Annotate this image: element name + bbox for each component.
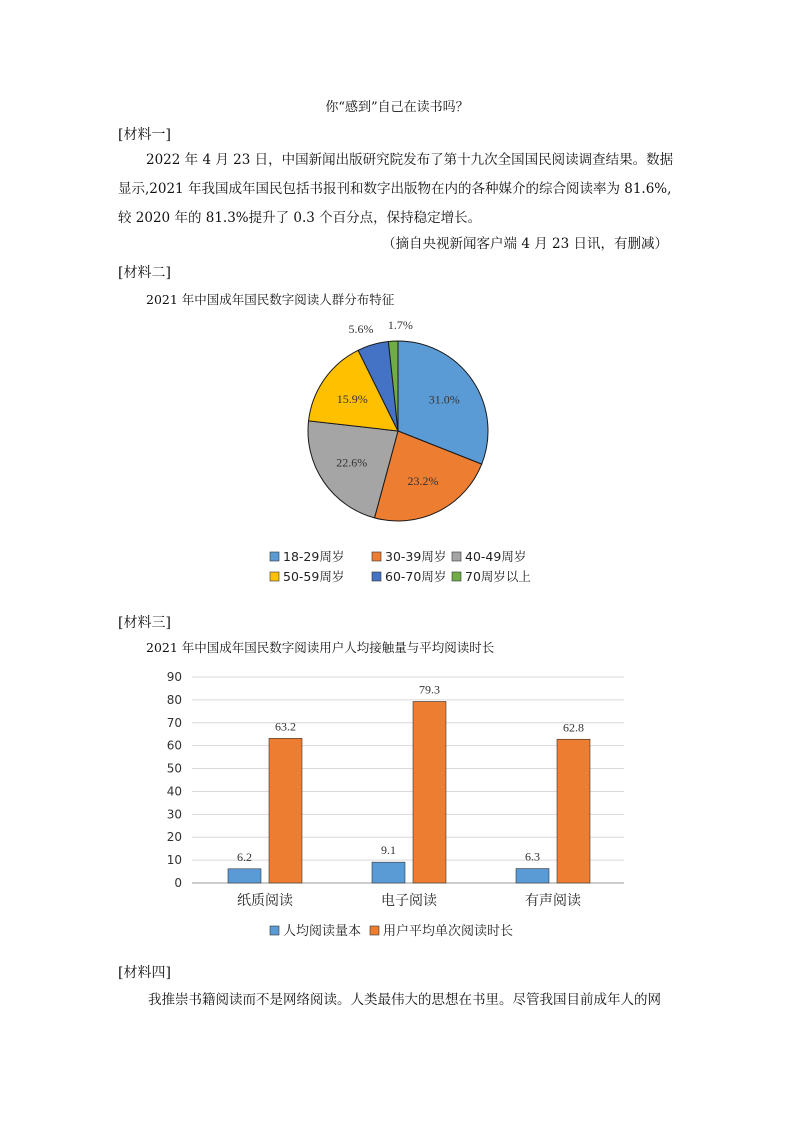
y-tick-label: 80: [166, 692, 182, 707]
material-4-text: 我推崇书籍阅读而不是网络阅读。人类最伟大的思想在书里。尽管我国目前成年人的网: [148, 992, 661, 1008]
legend-label: 18-29周岁: [283, 549, 345, 564]
pie-data-label: 15.9%: [336, 391, 368, 406]
doc-title: 你“感到”自己在读书吗？: [325, 100, 469, 115]
pie-data-label: 22.6%: [336, 455, 368, 470]
bar: [516, 869, 549, 883]
x-tick-label: 有声阅读: [525, 893, 581, 909]
pie-data-label: 1.7%: [387, 318, 413, 333]
y-tick-label: 30: [166, 807, 182, 822]
y-tick-label: 20: [166, 830, 182, 845]
y-tick-label: 50: [166, 761, 182, 776]
bar-data-label: 62.8: [563, 720, 584, 735]
material-1-label: [材料一]: [118, 127, 171, 143]
y-tick-label: 40: [166, 784, 182, 799]
legend-swatch: [452, 572, 461, 581]
legend-label: 人均阅读量本: [283, 924, 362, 939]
pie-chart: [250, 318, 550, 598]
legend-swatch: [372, 552, 381, 561]
material-1-source: （摘自央视新闻客户端 4 月 23 日讯，有删减）: [382, 236, 668, 252]
material-4-label: [材料四]: [118, 965, 171, 981]
material-3-label: [材料三]: [118, 615, 171, 631]
bar-data-label: 63.2: [275, 719, 296, 734]
legend-label: 用户平均单次阅读时长: [383, 924, 514, 939]
y-tick-label: 10: [166, 853, 182, 868]
legend-swatch: [372, 572, 381, 581]
legend-swatch: [270, 926, 279, 935]
bar-data-label: 6.2: [237, 849, 252, 864]
pie-chart-caption: 2021 年中国成年国民数字阅读人群分布特征: [146, 292, 395, 307]
legend-label: 60-70周岁: [385, 569, 447, 584]
legend-label: 70周岁以上: [465, 569, 531, 584]
x-tick-label: 纸质阅读: [237, 893, 293, 909]
legend-swatch: [270, 572, 279, 581]
bar: [557, 739, 590, 883]
bar-chart-caption: 2021 年中国成年国民数字阅读用户人均接触量与平均阅读时长: [146, 640, 495, 655]
material-1-text: 2022 年 4 月 23 日，中国新闻出版研究院发布了第十九次全国国民阅读调查结果。数据显示,2021 年我国成年国民包括书报刊和数字出版物在内的各种媒介的综合阅读率为 81.6%,较 2020 年的 81.3%提升了 0.3 个百分点，保持稳定增长。: [118, 152, 674, 226]
y-tick-label: 0: [174, 876, 182, 890]
y-tick-label: 70: [166, 715, 182, 730]
pie-data-label: 31.0%: [428, 392, 460, 407]
legend-label: 40-49周岁: [465, 549, 527, 564]
legend-label: 30-39周岁: [385, 549, 447, 564]
bar: [269, 738, 302, 883]
bar-data-label: 79.3: [419, 682, 440, 697]
bar-data-label: 6.3: [525, 849, 540, 864]
x-tick-label: 电子阅读: [381, 893, 437, 909]
legend-swatch: [270, 552, 279, 561]
bar-data-label: 9.1: [381, 843, 396, 858]
legend-swatch: [452, 552, 461, 561]
bar: [228, 869, 261, 883]
y-tick-label: 60: [166, 738, 182, 753]
y-tick-label: 90: [166, 670, 182, 684]
pie-data-label: 5.6%: [348, 322, 374, 337]
legend-swatch: [370, 926, 379, 935]
legend-label: 50-59周岁: [283, 569, 345, 584]
bar: [413, 701, 446, 883]
material-2-label: [材料二]: [118, 265, 171, 281]
bar-chart: [150, 665, 640, 950]
pie-data-label: 23.2%: [407, 473, 439, 488]
bar: [372, 862, 405, 883]
